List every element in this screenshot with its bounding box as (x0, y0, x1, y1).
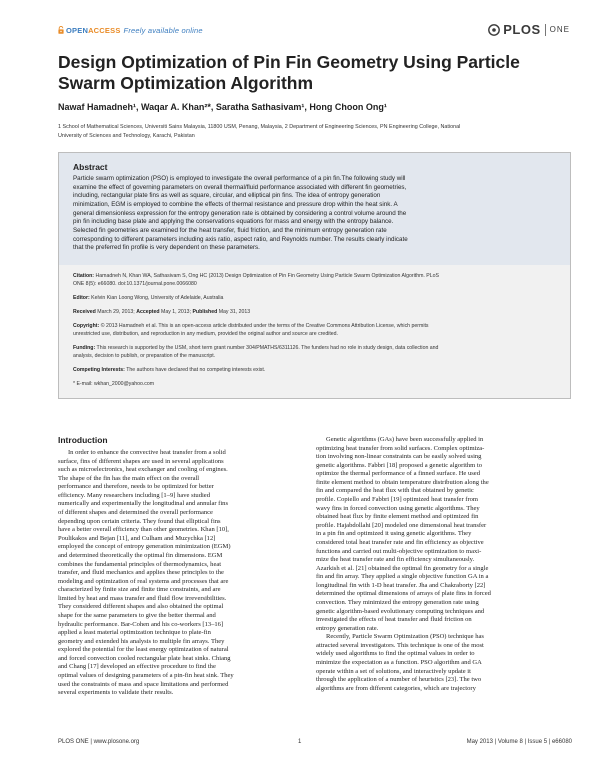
editor (73, 295, 563, 303)
title-line: Swarm Optimization Algorithm (58, 73, 314, 93)
competing-label: Competing Interests: (73, 367, 125, 373)
editor-label: Editor: (73, 295, 90, 301)
page-number: 1 (298, 739, 302, 745)
one-brand: ONE (549, 25, 570, 34)
text-line: mize the heat transfer rate and fin efficiency simultaneously. (316, 556, 475, 564)
text-line: efficiency. Many researchers including [1–9] have studied (58, 491, 210, 499)
text-line: In order to enhance the convective heat transfer from a solid (68, 449, 226, 456)
open-label: OPEN (66, 26, 89, 35)
text-line: entropy generation rate. (316, 624, 379, 632)
funding (73, 345, 563, 360)
text-line: have a better overall efficiency than other geometries. Khan [10], (58, 526, 229, 534)
text-line: and Chang [17] developed an effective procedure to find the (58, 663, 216, 671)
text-line: such as microelectronics, heat exchanger and cooling of engines. (58, 466, 228, 474)
text-line: convection. They minimized the entropy generation rate using (316, 598, 479, 606)
article-title (58, 52, 568, 94)
text-line: widely used algorithms to find the optimal values in order to (316, 650, 475, 658)
abstract-line: that the preferred fin profile is very dependent on these parameters. (73, 244, 260, 252)
text-line: investigated the effects of heat transfer and fluid friction on (316, 616, 472, 624)
text-line: several experiments to validate their results. (58, 689, 174, 697)
text-line: The shape of the fin has the main effect on the overall (58, 474, 200, 482)
competing-text: The authors have declared that no competing interests exist. (126, 367, 266, 373)
text-line: tion involving non-linear constraints can be easily solved using (316, 453, 482, 461)
published-label: Published (192, 309, 218, 315)
text-line: limited by heat and mass transfer and fluid flow irreversibilities. (58, 594, 227, 602)
right-column (316, 436, 573, 693)
text-line: performance and therefore, needs to be optimized for better (58, 483, 214, 491)
abstract-line: examine the effect of governing parameters on overall thermal/fluid performance associated with different fin geometries, (73, 183, 407, 191)
received-date: March 29, 2013; (97, 309, 135, 315)
text-line: profile. Hajabdollahi [20] modeled one dimensional heat transfer (316, 521, 487, 529)
author-list: Nawaf Hamadneh¹, Waqar A. Khan²*, Saratha Sathasivam¹, Hong Choon Ong¹ (58, 102, 387, 112)
affiliations (58, 123, 578, 140)
freely-available-label: Freely available online (123, 26, 203, 35)
funding-text: This research is supported by the USM, short term grant number 304/PMATHS/6311126. The funders had no role in study design, data collection and (96, 345, 439, 351)
text-line: genetic algorithm-based evolutionary computing techniques and (316, 607, 485, 615)
abstract-text (73, 175, 558, 253)
text-line: fin and fin array. They applied a single objective function GA in a (316, 573, 489, 581)
abstract-line: including, rectangular plate fins as well as square, circular, and elliptical pin fins. The idea of entropy generation (73, 192, 381, 200)
text-line: fin and compared the heat flux with that obtained by genetic (316, 487, 474, 495)
text-line: Recently, Particle Swarm Optimization (PSO) technique has (326, 633, 484, 641)
copyright-label: Copyright: (73, 323, 100, 329)
text-line: considered total heat transfer rate and fin efficiency as objective (316, 538, 484, 546)
text-line: and forced convection cooled rectangular plate heat sinks. Chiang (58, 654, 231, 662)
affiliation-line: 1 School of Mathematical Sciences, Universiti Sains Malaysia, 11800 USM, Penang, Malaysia, 2 Department of Engineering Sciences, PN Engineering College, National (58, 124, 461, 130)
text-line: shape for the same parameters to give the better thermal and (58, 611, 216, 619)
text-line: obtained heat flux by finite element method and optimized fin (316, 513, 479, 521)
accepted-date: May 1, 2013; (161, 309, 192, 315)
competing-interests (73, 367, 563, 375)
text-line: modeling and optimization of real systems and processes that are (58, 577, 229, 585)
text-line: minimize the expectation as a function. PSO algorithm and GA (316, 659, 482, 667)
text-line: Poulikakos and Bejan [11], and Culham and Muzychka [12] (58, 534, 216, 542)
text-line: finite element method to obtain temperature distribution along the (316, 478, 489, 486)
copyright-text-2: unrestricted use, distribution, and reproduction in any medium, provided the original author and source are credited. (73, 330, 339, 337)
text-line: through the application of a number of heuristics [23]. The two (316, 676, 482, 684)
affiliation-line: University of Sciences and Technology, Karachi, Pakistan (58, 132, 195, 139)
plos-one-logo[interactable] (488, 22, 570, 37)
text-line: in a pin fin and optimized it using genetic algorithms. They (316, 530, 472, 538)
plos-logo-icon (488, 24, 500, 36)
abstract-line: minimization, EGM is employed to combine the effects of thermal resistance and pressure drop within the heat sink. A (73, 200, 398, 208)
text-line: wavy fins in forced convection using genetic algorithms. They (316, 504, 480, 512)
funding-text-2: analysis, decision to publish, or preparation of the manuscript. (73, 352, 216, 359)
published-date: May 31, 2013 (218, 309, 251, 315)
copyright (73, 323, 563, 338)
corresponding-email[interactable]: * E-mail: wkhan_2000@yahoo.com (73, 381, 155, 387)
citation-doi[interactable]: ONE 8(5): e66080. doi:10.1371/journal.pone.0066080 (73, 280, 197, 287)
text-line: attracted several investigators. This technique is one of the most (316, 641, 484, 649)
abstract-line: Particle swarm optimization (PSO) is employed to investigate the overall performance of a pin fin.The following study will (73, 175, 406, 182)
text-line: optimal values of designing parameters of a pin-fin heat sink. They (58, 672, 234, 680)
text-line: transfer, and fluid mechanics and applies these principles to the (58, 569, 224, 577)
text-line: Genetic algorithms (GAs) have been successfully applied in (326, 436, 484, 443)
abstract-line: Selected fin geometries are examined for the heat transfer, fluid friction, and the minimum entropy generation rate (73, 226, 387, 234)
left-column (58, 449, 301, 698)
text-line: used the constraints of mass and space limitations and performed (58, 680, 229, 688)
text-line: genetic algorithms. Fabbri [18] proposed a genetic algorithm to (316, 461, 482, 469)
text-line: combines the fundamental principles of thermodynamics, heat (58, 560, 222, 568)
text-line: applied a least material optimization technique to plate-fin (58, 629, 211, 637)
text-line: longitudinal fin with 1-D heat transfer. Jha and Chakraborty [22] (316, 581, 486, 589)
text-line: optimize the thermal performance of a finned surface. He used (316, 470, 480, 478)
text-line: optimizing heat transfer from solid surfaces. Complex optimiza- (316, 444, 485, 452)
accepted-label: Accepted (136, 309, 160, 315)
text-line: profile. Copiello and Fabbri [19] optimized heat transfer from (316, 496, 478, 504)
text-line: Azarkish et al. [21] obtained the optimal fin geometry for a single (316, 564, 489, 572)
abstract-line: general dimensionless expression for the entropy generation rate is obtained by considering a control volume around the (73, 209, 407, 217)
text-line: operate within a set of solutions, and interactively update it (316, 667, 471, 675)
text-line: characterized by finite size and finite time constraints, and are (58, 586, 221, 594)
open-access-banner[interactable] (58, 26, 203, 35)
text-line: They considered different shapes and also obtained the optimal (58, 603, 224, 611)
footer-journal[interactable]: PLOS ONE | www.plosone.org (58, 739, 140, 745)
title-line: Design Optimization of Pin Fin Geometry Using Particle (58, 52, 520, 72)
abstract-line: pin fin including base plate and applying the conservations equations for mass and energy with the entropy balance. (73, 218, 394, 226)
text-line: explored the potential for the least energy optimization of natural (58, 646, 229, 654)
abstract-heading: Abstract (73, 162, 108, 172)
citation-text: Hamadneh N, Khan WA, Sathasivam S, Ong HC (2013) Design Optimization of Pin Fin Geometry Using Particle Swarm Optimization Algorithm. PLoS (95, 273, 439, 279)
text-line: hydraulic performance. Bar-Cohen and his co-workers [13–16] (58, 620, 224, 628)
text-line: functions and carried out multi-objective optimization to maxi- (316, 547, 482, 555)
citation-label: Citation: (73, 273, 95, 279)
abstract-line: corresponding to different parameters including axis ratio, aspect ratio, and Reynolds number. The results clearly indicate (73, 235, 408, 243)
text-line: depending upon certain criteria. They found that elliptical fins (58, 517, 221, 525)
text-line: and determined theoretically the optimal fin dimensions. EGM (58, 551, 223, 559)
text-line: surface, fins of different shapes are used in several applications (58, 457, 224, 465)
funding-label: Funding: (73, 345, 96, 351)
footer-issue: May 2013 | Volume 8 | Issue 5 | e66080 (466, 739, 572, 745)
logo-divider (545, 24, 546, 36)
text-line: employed the concept of entropy generation minimization (EGM) (58, 543, 231, 551)
citation (73, 273, 563, 288)
text-line: numerically and experimentally the longitudinal and annular fins (58, 500, 228, 508)
editor-text: Kelvin Kian Loong Wong, University of Adelaide, Australia (91, 295, 224, 301)
text-line: of different shapes and determined the overall performance (58, 509, 213, 517)
received-label: Received (73, 309, 96, 315)
copyright-text: © 2013 Hamadneh et al. This is an open-access article distributed under the terms of the Creative Commons Attribution License, which permits (100, 323, 429, 329)
abstract-box (58, 152, 571, 399)
journal-header (58, 22, 570, 40)
plos-brand: PLOS (503, 22, 541, 37)
text-line: determined the optimal dimensions of arrays of plate fins in forced (316, 590, 491, 598)
open-access-lock-icon (58, 26, 64, 34)
text-line: algorithms are from different categories, which are trajectory (316, 684, 476, 692)
access-label: ACCESS (88, 26, 121, 35)
text-line: geometry and extended his analysis to multiple fin arrays. They (58, 637, 225, 645)
introduction-heading: Introduction (58, 435, 108, 445)
history-dates (73, 309, 563, 317)
